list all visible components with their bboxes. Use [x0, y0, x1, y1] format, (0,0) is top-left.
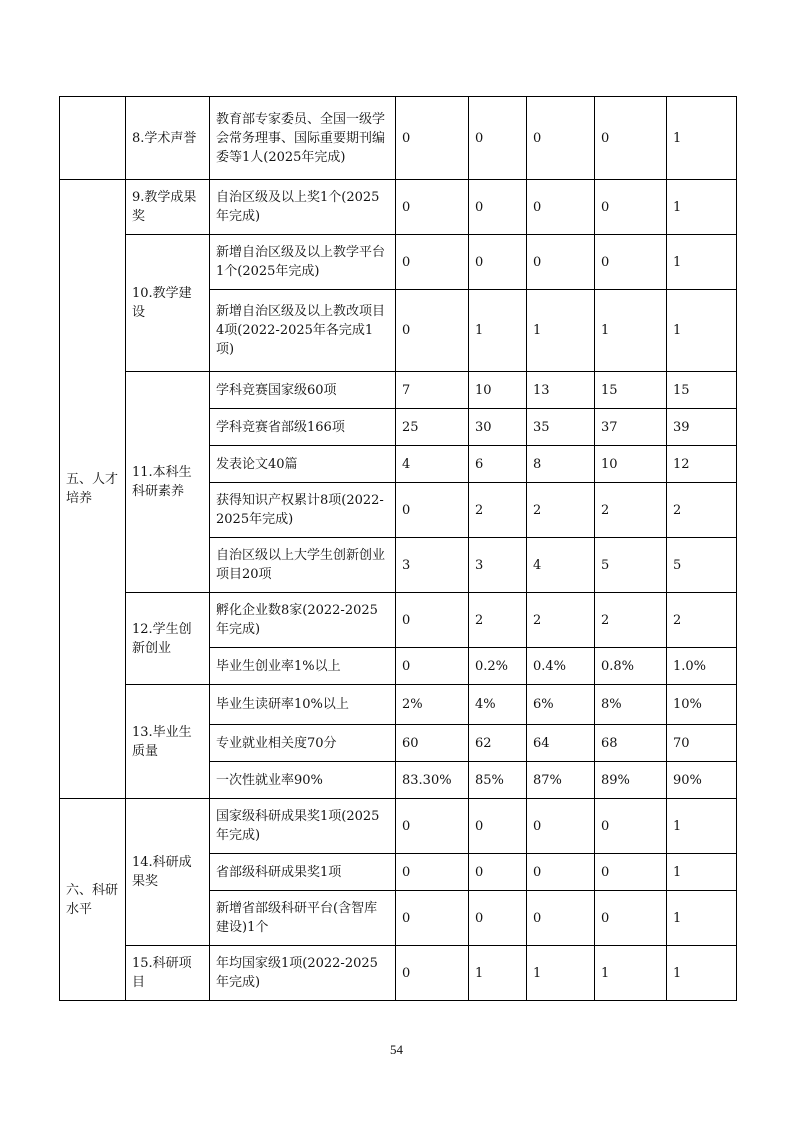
value-cell: 35 — [527, 409, 595, 446]
value-cell: 2 — [527, 593, 595, 648]
value-cell: 1 — [469, 946, 527, 1001]
value-cell: 70 — [667, 725, 737, 762]
value-cell: 0 — [595, 235, 667, 290]
value-cell: 1 — [667, 946, 737, 1001]
value-cell: 13 — [527, 372, 595, 409]
value-cell: 0 — [469, 891, 527, 946]
category-cell: 六、科研水平 — [60, 799, 126, 1001]
value-cell: 2 — [527, 483, 595, 538]
value-cell: 0 — [595, 891, 667, 946]
value-cell: 0 — [595, 799, 667, 854]
table-row — [60, 235, 737, 290]
value-cell: 1 — [667, 799, 737, 854]
value-cell: 8% — [595, 685, 667, 725]
value-cell: 1 — [667, 891, 737, 946]
value-cell: 12 — [667, 446, 737, 483]
category-cell: 五、人才培养 — [60, 180, 126, 799]
value-cell: 4 — [396, 446, 469, 483]
value-cell: 2 — [595, 593, 667, 648]
value-cell: 0.4% — [527, 648, 595, 685]
value-cell: 0 — [396, 891, 469, 946]
indicator-cell: 自治区级以上大学生创新创业项目20项 — [210, 538, 396, 593]
value-cell: 0 — [527, 97, 595, 180]
value-cell: 60 — [396, 725, 469, 762]
value-cell: 10 — [595, 446, 667, 483]
value-cell: 0 — [469, 854, 527, 891]
value-cell: 0 — [396, 235, 469, 290]
value-cell: 0 — [396, 648, 469, 685]
value-cell: 25 — [396, 409, 469, 446]
value-cell: 0 — [469, 180, 527, 235]
value-cell: 0 — [527, 180, 595, 235]
value-cell: 2 — [595, 483, 667, 538]
indicator-cell: 年均国家级1项(2022-2025年完成) — [210, 946, 396, 1001]
value-cell: 3 — [469, 538, 527, 593]
table-row — [60, 685, 737, 725]
value-cell: 1 — [667, 235, 737, 290]
value-cell: 90% — [667, 762, 737, 799]
value-cell: 1.0% — [667, 648, 737, 685]
subcategory-cell: 15.科研项目 — [126, 946, 210, 1001]
indicator-cell: 自治区级及以上奖1个(2025年完成) — [210, 180, 396, 235]
value-cell: 37 — [595, 409, 667, 446]
value-cell: 30 — [469, 409, 527, 446]
table-row — [60, 372, 737, 409]
value-cell: 1 — [667, 290, 737, 372]
indicator-cell: 学科竞赛国家级60项 — [210, 372, 396, 409]
subcategory-cell: 14.科研成果奖 — [126, 799, 210, 946]
value-cell: 2 — [667, 483, 737, 538]
value-cell: 62 — [469, 725, 527, 762]
value-cell: 87% — [527, 762, 595, 799]
subcategory-cell: 13.毕业生质量 — [126, 685, 210, 799]
page-number: 54 — [390, 1042, 403, 1057]
value-cell: 85% — [469, 762, 527, 799]
value-cell: 1 — [469, 290, 527, 372]
value-cell: 10 — [469, 372, 527, 409]
value-cell: 2 — [667, 593, 737, 648]
value-cell: 0 — [396, 854, 469, 891]
indicator-cell: 教育部专家委员、全国一级学会常务理事、国际重要期刊编委等1人(2025年完成) — [210, 97, 396, 180]
value-cell: 2 — [469, 593, 527, 648]
table-row — [60, 799, 737, 854]
value-cell: 1 — [527, 946, 595, 1001]
value-cell: 1 — [667, 854, 737, 891]
indicator-cell: 毕业生创业率1%以上 — [210, 648, 396, 685]
indicator-cell: 新增自治区级及以上教改项目4项(2022-2025年各完成1项) — [210, 290, 396, 372]
value-cell: 0 — [469, 235, 527, 290]
value-cell: 39 — [667, 409, 737, 446]
value-cell: 0 — [396, 97, 469, 180]
value-cell: 0 — [527, 235, 595, 290]
table-row — [60, 97, 737, 180]
value-cell: 7 — [396, 372, 469, 409]
value-cell: 0 — [469, 97, 527, 180]
value-cell: 2% — [396, 685, 469, 725]
value-cell: 0 — [396, 799, 469, 854]
value-cell: 0 — [595, 97, 667, 180]
subcategory-cell: 10.教学建设 — [126, 235, 210, 372]
value-cell: 1 — [595, 946, 667, 1001]
value-cell: 8 — [527, 446, 595, 483]
value-cell: 0 — [396, 180, 469, 235]
value-cell: 1 — [667, 97, 737, 180]
subcategory-cell: 8.学术声誉 — [126, 97, 210, 180]
indicator-cell: 孵化企业数8家(2022-2025年完成) — [210, 593, 396, 648]
value-cell: 2 — [469, 483, 527, 538]
indicator-cell: 获得知识产权累计8项(2022-2025年完成) — [210, 483, 396, 538]
value-cell: 0 — [527, 891, 595, 946]
value-cell: 68 — [595, 725, 667, 762]
value-cell: 0 — [396, 290, 469, 372]
value-cell: 0 — [396, 593, 469, 648]
value-cell: 1 — [527, 290, 595, 372]
indicator-cell: 一次性就业率90% — [210, 762, 396, 799]
value-cell: 0 — [469, 799, 527, 854]
value-cell: 1 — [667, 180, 737, 235]
value-cell: 0.8% — [595, 648, 667, 685]
value-cell: 64 — [527, 725, 595, 762]
value-cell: 0 — [396, 483, 469, 538]
value-cell: 0 — [396, 946, 469, 1001]
table-row — [60, 946, 737, 1001]
value-cell: 89% — [595, 762, 667, 799]
value-cell: 0 — [595, 854, 667, 891]
subcategory-cell: 12.学生创新创业 — [126, 593, 210, 685]
table-row — [60, 180, 737, 235]
subcategory-cell: 11.本科生科研素养 — [126, 372, 210, 593]
indicator-cell: 省部级科研成果奖1项 — [210, 854, 396, 891]
value-cell: 3 — [396, 538, 469, 593]
value-cell: 0.2% — [469, 648, 527, 685]
indicator-cell: 学科竞赛省部级166项 — [210, 409, 396, 446]
value-cell: 5 — [595, 538, 667, 593]
indicator-cell: 专业就业相关度70分 — [210, 725, 396, 762]
indicator-cell: 毕业生读研率10%以上 — [210, 685, 396, 725]
indicator-cell: 新增省部级科研平台(含智库建设)1个 — [210, 891, 396, 946]
value-cell: 4 — [527, 538, 595, 593]
value-cell: 0 — [595, 180, 667, 235]
value-cell: 0 — [527, 799, 595, 854]
indicator-cell: 发表论文40篇 — [210, 446, 396, 483]
indicator-table — [59, 96, 737, 1001]
value-cell: 15 — [595, 372, 667, 409]
indicator-cell: 国家级科研成果奖1项(2025年完成) — [210, 799, 396, 854]
value-cell: 10% — [667, 685, 737, 725]
value-cell: 0 — [527, 854, 595, 891]
table-row — [60, 593, 737, 648]
value-cell: 15 — [667, 372, 737, 409]
value-cell: 5 — [667, 538, 737, 593]
indicator-cell: 新增自治区级及以上教学平台1个(2025年完成) — [210, 235, 396, 290]
subcategory-cell: 9.教学成果奖 — [126, 180, 210, 235]
value-cell: 83.30% — [396, 762, 469, 799]
category-cell — [60, 97, 126, 180]
value-cell: 4% — [469, 685, 527, 725]
value-cell: 6% — [527, 685, 595, 725]
value-cell: 1 — [595, 290, 667, 372]
value-cell: 6 — [469, 446, 527, 483]
